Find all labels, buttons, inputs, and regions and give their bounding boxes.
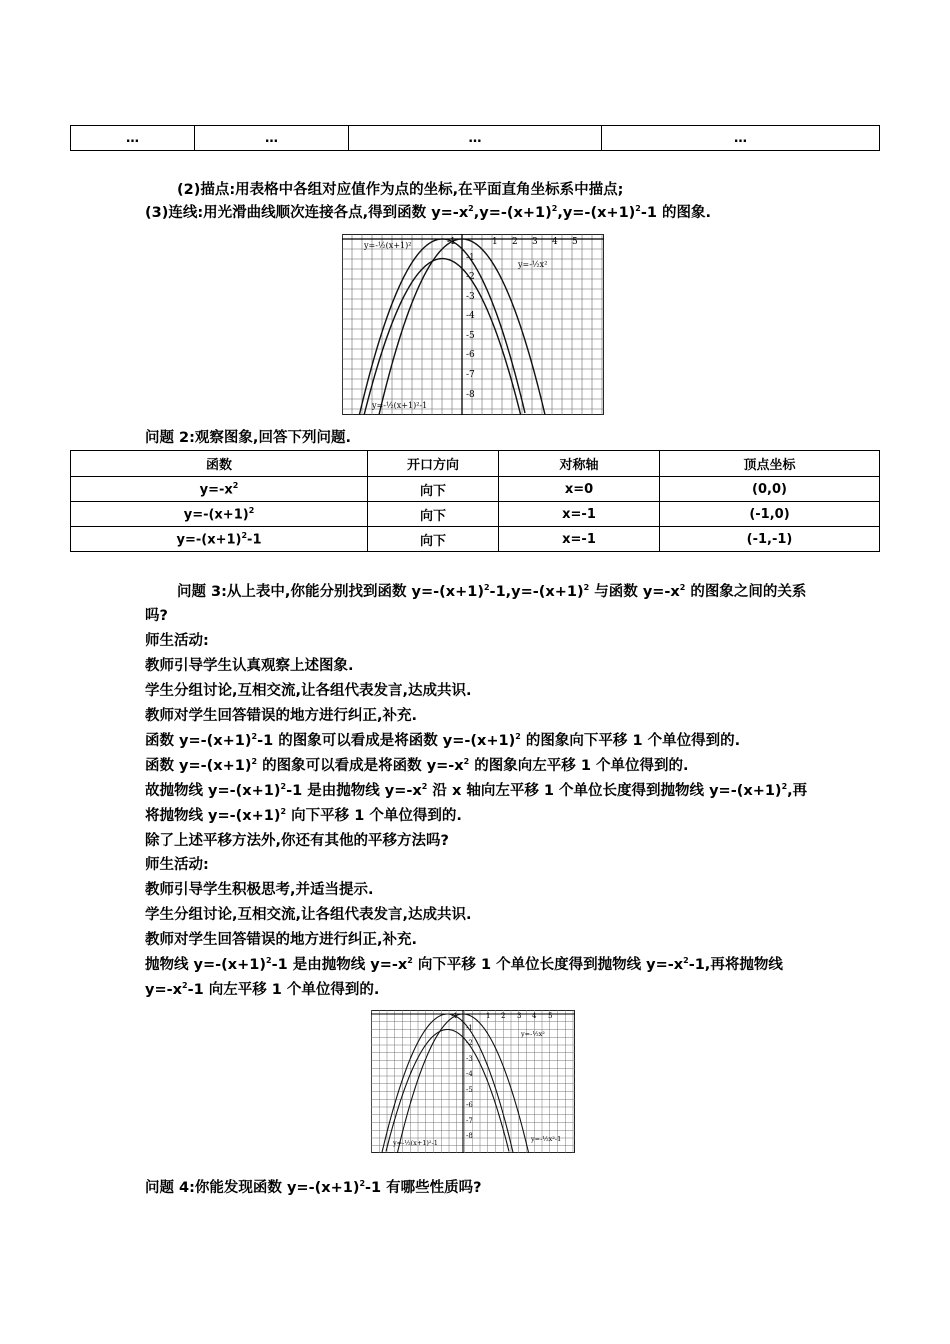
top-table-cell: … <box>349 126 602 151</box>
fig1-ytick: -7 <box>466 370 475 380</box>
fig1-xtick: 2 <box>512 237 518 247</box>
activity-text: 学生分组讨论,互相交流,让各组代表发言,达成共识. <box>145 907 472 923</box>
q2-vertex: (0,0) <box>660 477 880 502</box>
fig2-ytick: -2 <box>466 1039 473 1047</box>
fig2-ytick: -7 <box>466 1117 473 1125</box>
statement-1: 函数 $y=-(x+1)^2-1$ 的图象可以看成是将函数 $y=-(x+1)^2$ 的图象向下平移 1 个单位得到的. <box>145 732 741 749</box>
fig2-curve-label: y=-½(x+1)²-1 <box>393 1139 438 1147</box>
fig1-curve-label: y=-½x² <box>518 260 548 269</box>
q2-axis: x=-1 <box>499 527 660 552</box>
fig2-xtick: 2 <box>501 1012 506 1020</box>
table-row <box>71 477 880 502</box>
fig1-ytick: -4 <box>466 311 475 321</box>
step2-text: (2)描点:用表格中各组对应值作为点的坐标,在平面直角坐标系中描点; <box>177 182 624 198</box>
activity-title: 师生活动: <box>145 857 209 873</box>
table-row <box>71 502 880 527</box>
fig2-xtick: 5 <box>548 1012 553 1020</box>
fig2-ytick: -4 <box>466 1070 473 1078</box>
q3-line1: 问题 3:从上表中,你能分别找到函数 $y=-(x+1)^2-1,y=-(x+1)^2$ 与函数 $y=-x^2$ 的图象之间的关系 <box>177 583 807 600</box>
q2-dir: 向下 <box>368 527 499 552</box>
activity-text: 教师对学生回答错误的地方进行纠正,补充. <box>145 708 418 724</box>
q2-title: 问题 2:观察图象,回答下列问题. <box>145 430 351 446</box>
q4-text: 问题 4:你能发现函数 $y=-(x+1)^2-1$ 有哪些性质吗? <box>145 1179 482 1196</box>
fig2-ytick: -1 <box>466 1024 473 1032</box>
fig1-curve-label: y=-½(x+1)² <box>364 241 412 250</box>
statement-2: 函数 $y=-(x+1)^2$ 的图象可以看成是将函数 $y=-x^2$ 的图象向左平移 1 个单位得到的. <box>145 757 689 774</box>
fig1-xtick: 4 <box>552 237 558 247</box>
activity-text: 学生分组讨论,互相交流,让各组代表发言,达成共识. <box>145 683 472 699</box>
top-table-cell: … <box>195 126 349 151</box>
top-table <box>70 125 880 151</box>
fig2-ytick: -6 <box>466 1101 473 1109</box>
statement-4: 将抛物线 $y=-(x+1)^2$ 向下平移 1 个单位得到的. <box>145 807 462 824</box>
fig2-xtick: 1 <box>486 1012 491 1020</box>
q2-table <box>70 450 880 552</box>
q2-header: 函数 <box>71 451 368 477</box>
q2-fn: $y=-(x+1)^2$ <box>71 502 368 527</box>
top-table-cell: … <box>71 126 195 151</box>
q2-axis: x=-1 <box>499 502 660 527</box>
fig2-ytick: -3 <box>466 1055 473 1063</box>
fig2-xtick: 4 <box>532 1012 537 1020</box>
q2-header: 顶点坐标 <box>660 451 880 477</box>
fig1-xtick: 3 <box>532 237 538 247</box>
fig1-curve-label: y=-½(x+1)²-1 <box>372 401 428 410</box>
fig2-xtick: -1 <box>451 1012 458 1020</box>
q2-vertex: (-1,-1) <box>660 527 880 552</box>
fig1-ytick: -3 <box>466 292 475 302</box>
top-table-cell: … <box>602 126 880 151</box>
parabola-figure-1 <box>342 234 604 415</box>
q2-vertex: (-1,0) <box>660 502 880 527</box>
activity-text: 教师对学生回答错误的地方进行纠正,补充. <box>145 932 418 948</box>
statement-5: 除了上述平移方法外,你还有其他的平移方法吗? <box>145 833 449 849</box>
fig1-xtick: -1 <box>447 237 456 247</box>
q2-fn: $y=-(x+1)^2-1$ <box>71 527 368 552</box>
q2-dir: 向下 <box>368 502 499 527</box>
statement-3: 故抛物线 $y=-(x+1)^2-1$ 是由抛物线 $y=-x^2$ 沿 x 轴向左平移 1 个单位长度得到抛物线 $y=-(x+1)^2$,再 <box>145 782 808 799</box>
fig1-ytick: -8 <box>466 390 475 400</box>
fig1-ytick: -1 <box>466 253 475 263</box>
q2-header: 对称轴 <box>499 451 660 477</box>
table-row <box>71 527 880 552</box>
statement-7: $y=-x^2-1$ 向左平移 1 个单位得到的. <box>145 981 380 998</box>
fig1-ytick: -2 <box>466 272 475 282</box>
fig1-ytick: -5 <box>466 331 475 341</box>
q2-dir: 向下 <box>368 477 499 502</box>
q2-fn: $y=-x^2$ <box>71 477 368 502</box>
activity-text: 教师引导学生认真观察上述图象. <box>145 658 354 674</box>
fig2-ytick: -5 <box>466 1086 473 1094</box>
activity-text: 教师引导学生积极思考,并适当提示. <box>145 882 374 898</box>
step3-text: (3)连线:用光滑曲线顺次连接各点,得到函数 $y=-x^2,y=-(x+1)^2,y=-(x+1)^2-1$ 的图象. <box>145 204 712 221</box>
fig1-xtick: 1 <box>492 237 498 247</box>
q2-header: 开口方向 <box>368 451 499 477</box>
q2-axis: x=0 <box>499 477 660 502</box>
q3-line2: 吗? <box>145 608 168 624</box>
fig1-ytick: -6 <box>466 350 475 360</box>
fig1-xtick: 5 <box>572 237 578 247</box>
parabola-figure-2 <box>371 1010 575 1153</box>
fig2-ytick: -8 <box>466 1132 473 1140</box>
fig2-curve-label: y=-½x²-1 <box>531 1135 562 1143</box>
statement-6: 抛物线 $y=-(x+1)^2-1$ 是由抛物线 $y=-x^2$ 向下平移 1 个单位长度得到抛物线 $y=-x^2-1$,再将抛物线 <box>145 956 783 973</box>
activity-title: 师生活动: <box>145 633 209 649</box>
fig2-curve-label: y=-½x² <box>521 1030 545 1038</box>
fig2-xtick: 3 <box>517 1012 522 1020</box>
